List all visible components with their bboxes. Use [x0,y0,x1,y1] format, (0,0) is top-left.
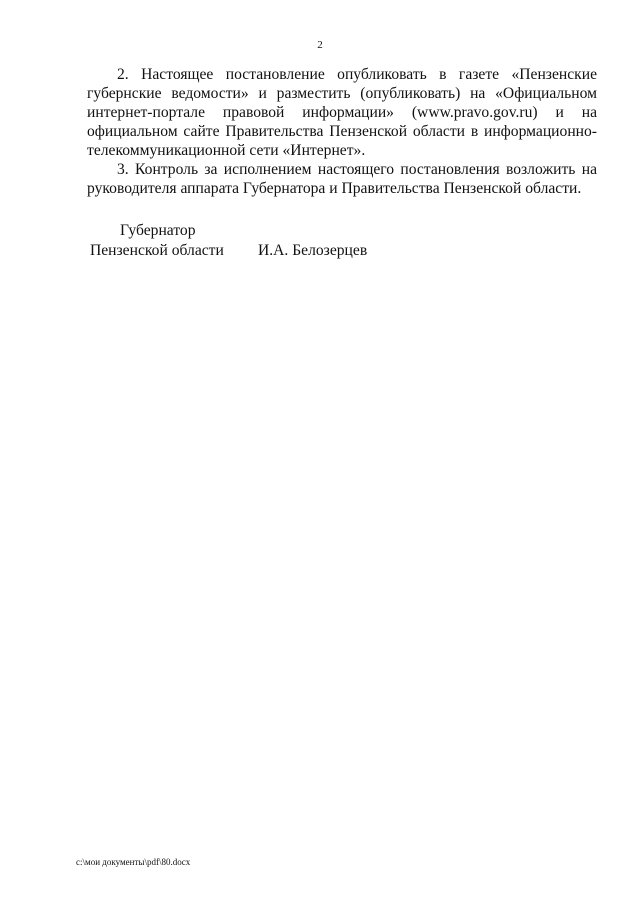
document-body [87,65,597,198]
paragraph-3-control: 3. Контроль за исполнением настоящего постановления возложить на руководителя аппарата Губернатора и Правительства Пензенской области. [87,161,597,197]
footer-file-path: c:\мои документы\pdf\80.docx [76,857,191,867]
signatory-name: И.А. Белозерцев [258,242,368,259]
signatory-title-line2: Пензенской области [90,242,224,259]
paragraph-2-publication: 2. Настоящее постановление опубликовать в газете «Пензенские губернские ведомости» и разместить (опубликовать) на «Официальном интернет-портале правовой информации» (www.pravo.gov.ru) и на официальном сайте Правительства Пензенской области в информационно-телекоммуникационной сети «Интернет». [87,66,597,159]
signatory-title-line1: Губернатор [120,222,196,239]
page-number: 2 [317,39,323,51]
